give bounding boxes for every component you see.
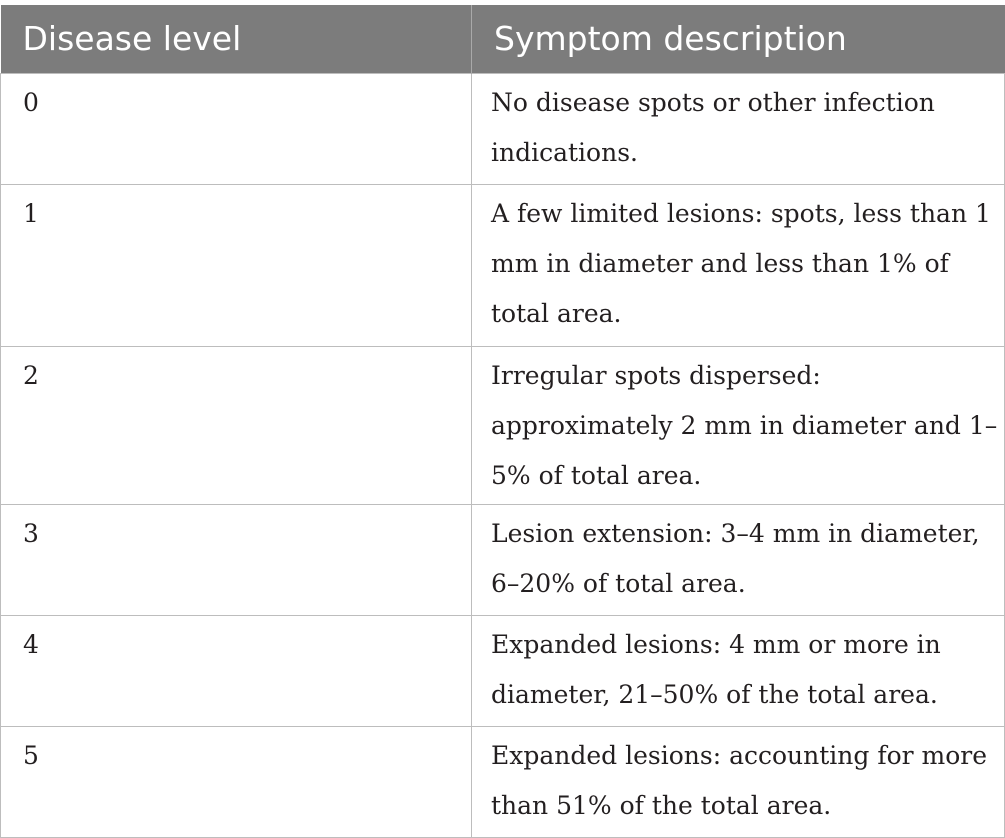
header-disease-level: Disease level	[1, 5, 472, 73]
header-symptom-description: Symptom description	[472, 5, 1005, 73]
symptom-description-cell: No disease spots or other infection indications.	[472, 73, 1005, 184]
table-row	[1, 73, 1005, 184]
disease-level-cell: 4	[1, 615, 472, 726]
disease-level-cell: 5	[1, 726, 472, 837]
table-row	[1, 615, 1005, 726]
table-row	[1, 504, 1005, 615]
table-row	[1, 184, 1005, 346]
disease-level-cell: 2	[1, 346, 472, 504]
disease-level-table	[0, 5, 1005, 838]
symptom-description-cell: Lesion extension: 3–4 mm in diameter, 6–20% of total area.	[472, 504, 1005, 615]
table-row	[1, 346, 1005, 504]
table-row	[1, 726, 1005, 837]
disease-level-cell: 0	[1, 73, 472, 184]
symptom-description-cell: Irregular spots dispersed: approximately 2 mm in diameter and 1–5% of total area.	[472, 346, 1005, 504]
symptom-description-cell: Expanded lesions: accounting for more than 51% of the total area.	[472, 726, 1005, 837]
disease-level-cell: 1	[1, 184, 472, 346]
table-header-row	[1, 5, 1005, 73]
disease-level-cell: 3	[1, 504, 472, 615]
symptom-description-cell: Expanded lesions: 4 mm or more in diameter, 21–50% of the total area.	[472, 615, 1005, 726]
symptom-description-cell: A few limited lesions: spots, less than 1 mm in diameter and less than 1% of total area.	[472, 184, 1005, 346]
